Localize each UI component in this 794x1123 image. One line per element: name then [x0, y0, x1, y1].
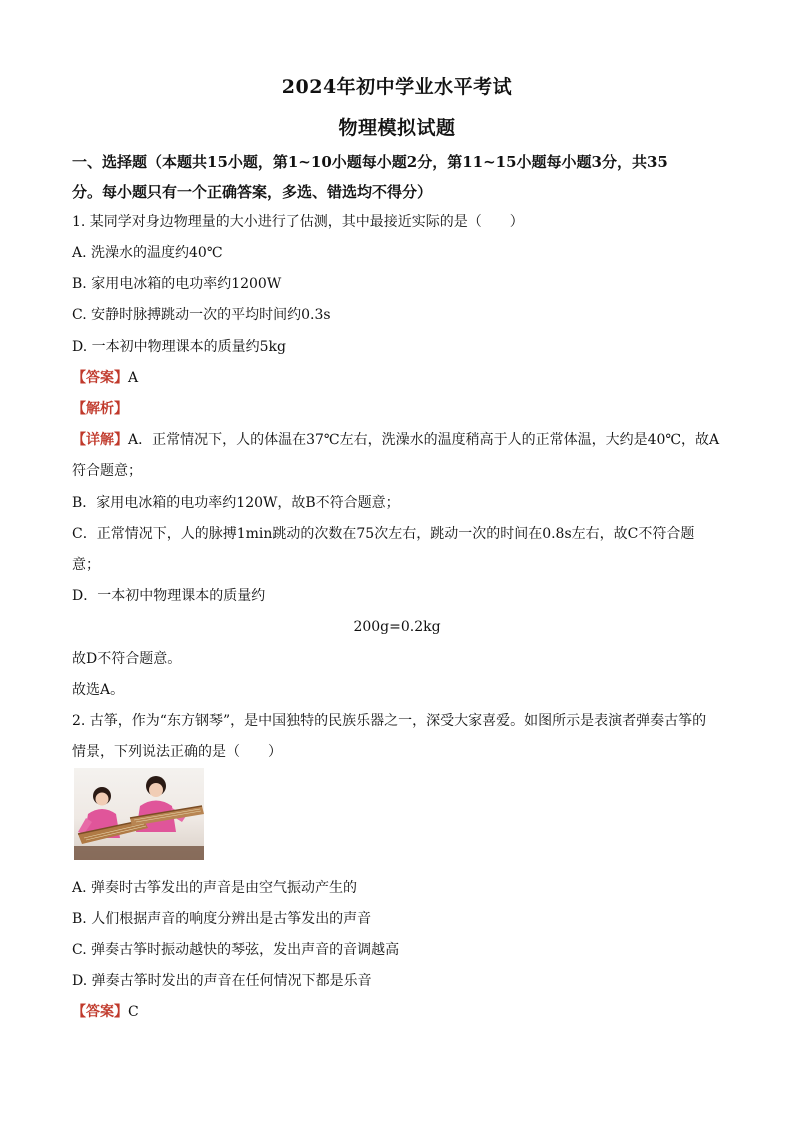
section-header: 一、选择题（本题共15小题，第1~10小题每小题2分，第11~15小题每小题3分，共35 — [72, 153, 668, 171]
question-1-analysis — [72, 399, 128, 419]
detail-line: C．正常情况下，人的脉搏1min跳动的次数在75次左右，跳动一次的时间在0.8s左右，故C不符合题 — [72, 526, 695, 542]
question-2-option-c: C. 弹奏古筝时振动越快的琴弦，发出声音的音调越高 — [72, 942, 400, 958]
question-1-stem: 1. 某同学对身边物理量的大小进行了估测，其中最接近实际的是（ ） — [72, 214, 524, 230]
question-2-answer — [72, 1002, 139, 1022]
detail-line: 符合题意； — [72, 463, 142, 479]
answer-value: A — [128, 370, 139, 386]
answer-label: 【答案】 — [72, 370, 128, 386]
detail-line: B．家用电冰箱的电功率约120W，故B不符合题意； — [72, 495, 400, 511]
answer-label: 【答案】 — [72, 1004, 128, 1020]
question-2-option-d: D. 弹奏古筝时发出的声音在任何情况下都是乐音 — [72, 973, 372, 989]
detail-text: A．正常情况下，人的体温在37℃左右，洗澡水的温度稍高于人的正常体温，大约是40℃，故A — [128, 432, 720, 448]
question-1-option-d: D. 一本初中物理课本的质量约5kg — [72, 339, 286, 355]
guzheng-performance-photo — [74, 768, 204, 860]
question-2-option-a: A. 弹奏时古筝发出的声音是由空气振动产生的 — [72, 880, 358, 896]
question-1-option-b: B. 家用电冰箱的电功率约1200W — [72, 276, 282, 292]
answer-value: C — [128, 1004, 139, 1020]
conclusion: 故选A。 — [72, 682, 125, 698]
detail-line: D．一本初中物理课本的质量约 — [72, 588, 266, 604]
question-1-detail — [72, 430, 719, 450]
detail-label: 【详解】 — [72, 432, 128, 448]
detail-line: 意； — [72, 557, 100, 573]
formula: 200g=0.2kg — [353, 619, 441, 635]
question-1-option-c: C. 安静时脉搏跳动一次的平均时间约0.3s — [72, 307, 331, 323]
page-subtitle: 物理模拟试题 — [338, 117, 456, 139]
analysis-label: 【解析】 — [72, 401, 128, 417]
question-2-option-b: B. 人们根据声音的响度分辨出是古筝发出的声音 — [72, 911, 372, 927]
section-header-continued: 分。每小题只有一个正确答案，多选、错选均不得分） — [72, 183, 433, 201]
page-title: 2024年初中学业水平考试 — [281, 76, 513, 98]
question-2-stem-continued: 情景，下列说法正确的是（ ） — [72, 744, 282, 760]
detail-line: 故D不符合题意。 — [72, 651, 182, 667]
question-1-option-a: A. 洗澡水的温度约40℃ — [72, 245, 223, 261]
question-1-answer — [72, 368, 138, 388]
question-2-stem: 2. 古筝，作为“东方钢琴”，是中国独特的民族乐器之一，深受大家喜爱。如图所示是表演者弹奏古筝的 — [72, 713, 707, 729]
